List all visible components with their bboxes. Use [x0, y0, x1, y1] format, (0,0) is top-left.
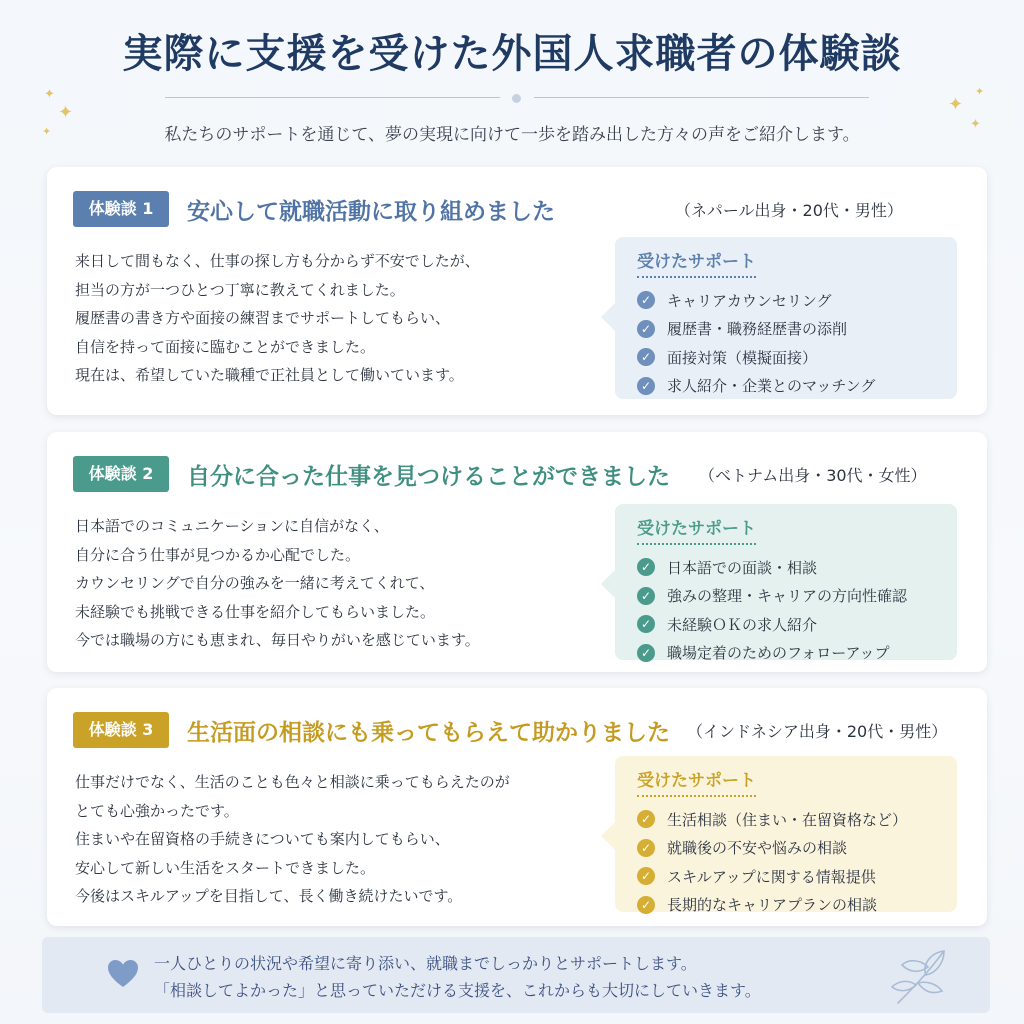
testimonial-badge: 体験談 2	[73, 456, 169, 492]
testimonial-title: 生活面の相談にも乗ってもらえて助かりました	[187, 720, 670, 746]
check-icon: ✓	[637, 810, 655, 828]
support-item	[637, 315, 957, 344]
body-line: 仕事だけでなく、生活のことも色々と相談に乗ってもらえたのが	[75, 773, 510, 791]
testimonial-card-3	[47, 688, 987, 926]
body-line: 今では職場の方にも恵まれ、毎日やりがいを感じています。	[75, 631, 480, 649]
support-item	[637, 805, 957, 834]
support-item-label: 強みの整理・キャリアの方向性確認	[667, 587, 908, 606]
sparkle-icon: ✦	[975, 85, 985, 98]
sparkle-icon: ✦	[970, 117, 981, 132]
body-line: 自信を持って面接に臨むことができました。	[75, 337, 376, 356]
testimonial-body	[75, 768, 615, 911]
check-icon: ✓	[637, 348, 655, 366]
testimonial-profile: （ベトナム出身・30代・女性）	[699, 466, 927, 485]
body-line: 来日して間もなく、仕事の探し方も分からず不安でしたが、	[75, 252, 480, 270]
sparkle-icon: ✦	[948, 94, 964, 115]
support-heading: 受けたサポート	[637, 247, 756, 278]
support-item-label: 職場定着のためのフォローアップ	[667, 644, 890, 663]
support-item	[637, 553, 957, 582]
check-icon: ✓	[637, 839, 655, 857]
leaf-icon	[886, 945, 956, 1007]
support-item	[637, 610, 957, 639]
support-item-label: 生活相談（住まい・在留資格など）	[667, 810, 908, 829]
body-line: 自分に合う仕事が見つかるか心配でした。	[75, 545, 361, 564]
support-item	[637, 862, 957, 891]
body-line: 担当の方が一つひとつ丁寧に教えてくれました。	[75, 280, 405, 299]
body-line: 日本語でのコミュニケーションに自信がなく、	[75, 517, 389, 535]
check-icon: ✓	[637, 867, 655, 885]
check-icon: ✓	[637, 558, 655, 576]
testimonial-profile: （インドネシア出身・20代・男性）	[687, 722, 948, 741]
testimonial-badge: 体験談 3	[73, 712, 169, 748]
sparkle-icon: ✦	[42, 125, 52, 138]
support-item	[637, 891, 957, 920]
testimonial-body	[75, 247, 615, 390]
testimonial-card-1	[47, 167, 987, 415]
sparkle-icon: ✦	[44, 87, 55, 102]
title-divider	[165, 94, 869, 102]
footer-message-line: 「相談してよかった」と思っていただける支援を、これからも大切にしていきます。	[154, 981, 761, 1000]
support-panel	[615, 237, 957, 399]
support-heading: 受けたサポート	[637, 766, 756, 797]
check-icon: ✓	[637, 320, 655, 338]
page-title: 実際に支援を受けた外国人求職者の体験談	[122, 30, 902, 77]
support-item	[637, 582, 957, 611]
check-icon: ✓	[637, 377, 655, 395]
body-line: 現在は、希望していた職種で正社員として働いています。	[75, 366, 464, 384]
support-item-label: 求人紹介・企業とのマッチング	[667, 377, 876, 396]
testimonial-title: 安心して就職活動に取り組めました	[187, 199, 555, 225]
check-icon: ✓	[637, 644, 655, 662]
body-line: カウンセリングで自分の強みを一緒に考えてくれて、	[75, 574, 435, 592]
testimonial-body	[75, 512, 615, 655]
heart-icon	[106, 957, 140, 991]
footer-banner	[42, 937, 990, 1013]
sparkle-icon: ✦	[58, 102, 74, 123]
support-item	[637, 834, 957, 863]
body-line: 今後はスキルアップを目指して、長く働き続けたいです。	[75, 887, 463, 905]
support-item-label: 未経験ＯＫの求人紹介	[667, 615, 818, 634]
support-item	[637, 286, 957, 315]
check-icon: ✓	[637, 896, 655, 914]
body-line: 安心して新しい生活をスタートできました。	[75, 858, 376, 877]
support-item-label: 履歴書・職務経歴書の添削	[667, 320, 848, 339]
footer-message-line: 一人ひとりの状況や希望に寄り添い、就職までしっかりとサポートします。	[154, 954, 697, 973]
page-subtitle: 私たちのサポートを通じて、夢の実現に向けて一歩を踏み出した方々の声をご紹介します。	[164, 125, 860, 145]
check-icon: ✓	[637, 291, 655, 309]
support-panel	[615, 504, 957, 663]
testimonial-profile: （ネパール出身・20代・男性）	[675, 201, 903, 220]
support-item-label: 長期的なキャリアプランの相談	[667, 896, 878, 915]
check-icon: ✓	[637, 587, 655, 605]
support-heading: 受けたサポート	[637, 514, 756, 545]
support-item-label: スキルアップに関する情報提供	[667, 867, 876, 886]
testimonial-card-2	[47, 432, 987, 672]
support-item-label: 就職後の不安や悩みの相談	[667, 839, 848, 858]
body-line: とても心強かったです。	[75, 801, 239, 820]
testimonial-title: 自分に合った仕事を見つけることができました	[187, 464, 670, 490]
support-item	[637, 639, 957, 668]
body-line: 住まいや在留資格の手続きについても案内してもらい、	[75, 830, 450, 848]
check-icon: ✓	[637, 615, 655, 633]
support-item	[637, 372, 957, 401]
support-item-label: 面接対策（模擬面接）	[667, 348, 818, 367]
body-line: 未経験でも挑戦できる仕事を紹介してもらいました。	[75, 602, 436, 621]
support-panel	[615, 756, 957, 915]
body-line: 履歴書の書き方や面接の練習までサポートしてもらい、	[75, 309, 451, 327]
support-item-label: 日本語での面談・相談	[667, 558, 818, 577]
testimonial-badge: 体験談 1	[73, 191, 169, 227]
support-item	[637, 343, 957, 372]
support-item-label: キャリアカウンセリング	[667, 291, 832, 310]
